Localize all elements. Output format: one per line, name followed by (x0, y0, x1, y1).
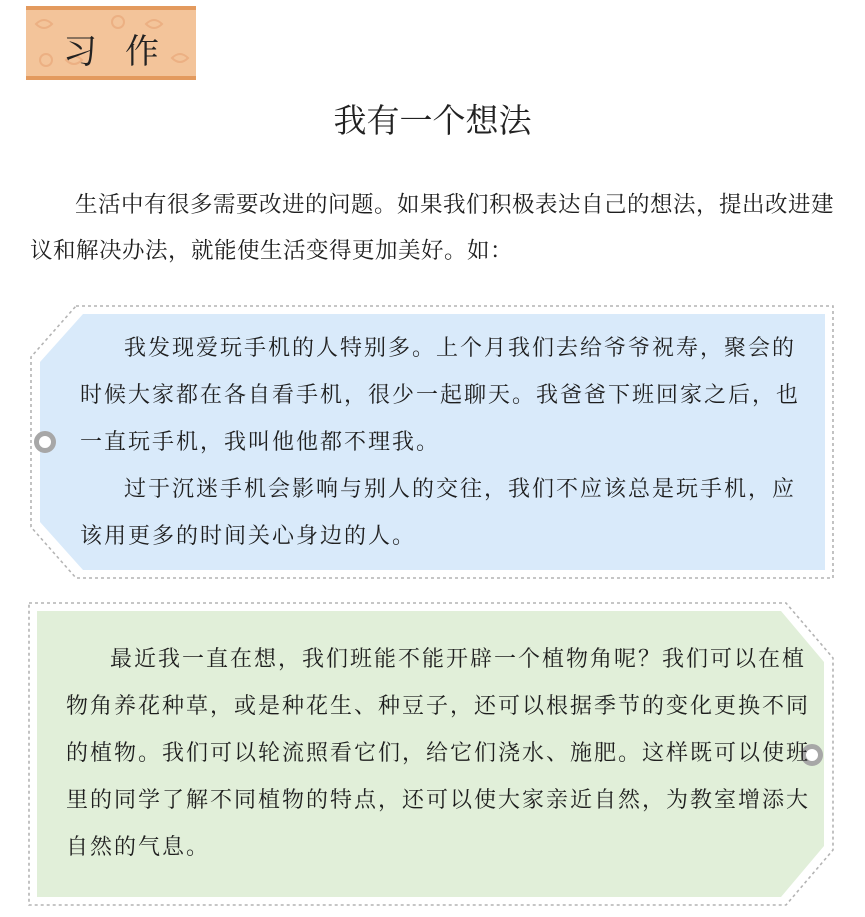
example-card-phone (28, 303, 836, 581)
intro-paragraph: 生活中有很多需要改进的问题。如果我们积极表达自己的想法，提出改进建议和解决办法，就能使生活变得更加美好。如： (30, 192, 835, 264)
example-card-plants (26, 600, 836, 908)
section-badge (26, 6, 196, 80)
card-paragraph: 过于沉迷手机会影响与别人的交往，我们不应该总是玩手机，应该用更多的时间关心身边的人。 (80, 477, 797, 549)
card-paragraph: 最近我一直在想，我们班能不能开辟一个植物角呢？我们可以在植物角养花种草，或是种花生、种豆子，还可以根据季节的变化更换不同的植物。我们可以轮流照看它们，给它们浇水、施肥。这样既可以使班里的同学了解不同植物的特点，还可以使大家亲近自然，为教室增添大自然的气息。 (66, 647, 811, 860)
card-paragraph: 我发现爱玩手机的人特别多。上个月我们去给爷爷祝寿，聚会的时候大家都在各自看手机，很少一起聊天。我爸爸下班回家之后，也一直玩手机，我叫他他都不理我。 (80, 336, 801, 455)
page-title: 我有一个想法 (333, 101, 532, 140)
tag-ring-icon (34, 431, 56, 453)
section-label: 习作 (63, 32, 187, 72)
